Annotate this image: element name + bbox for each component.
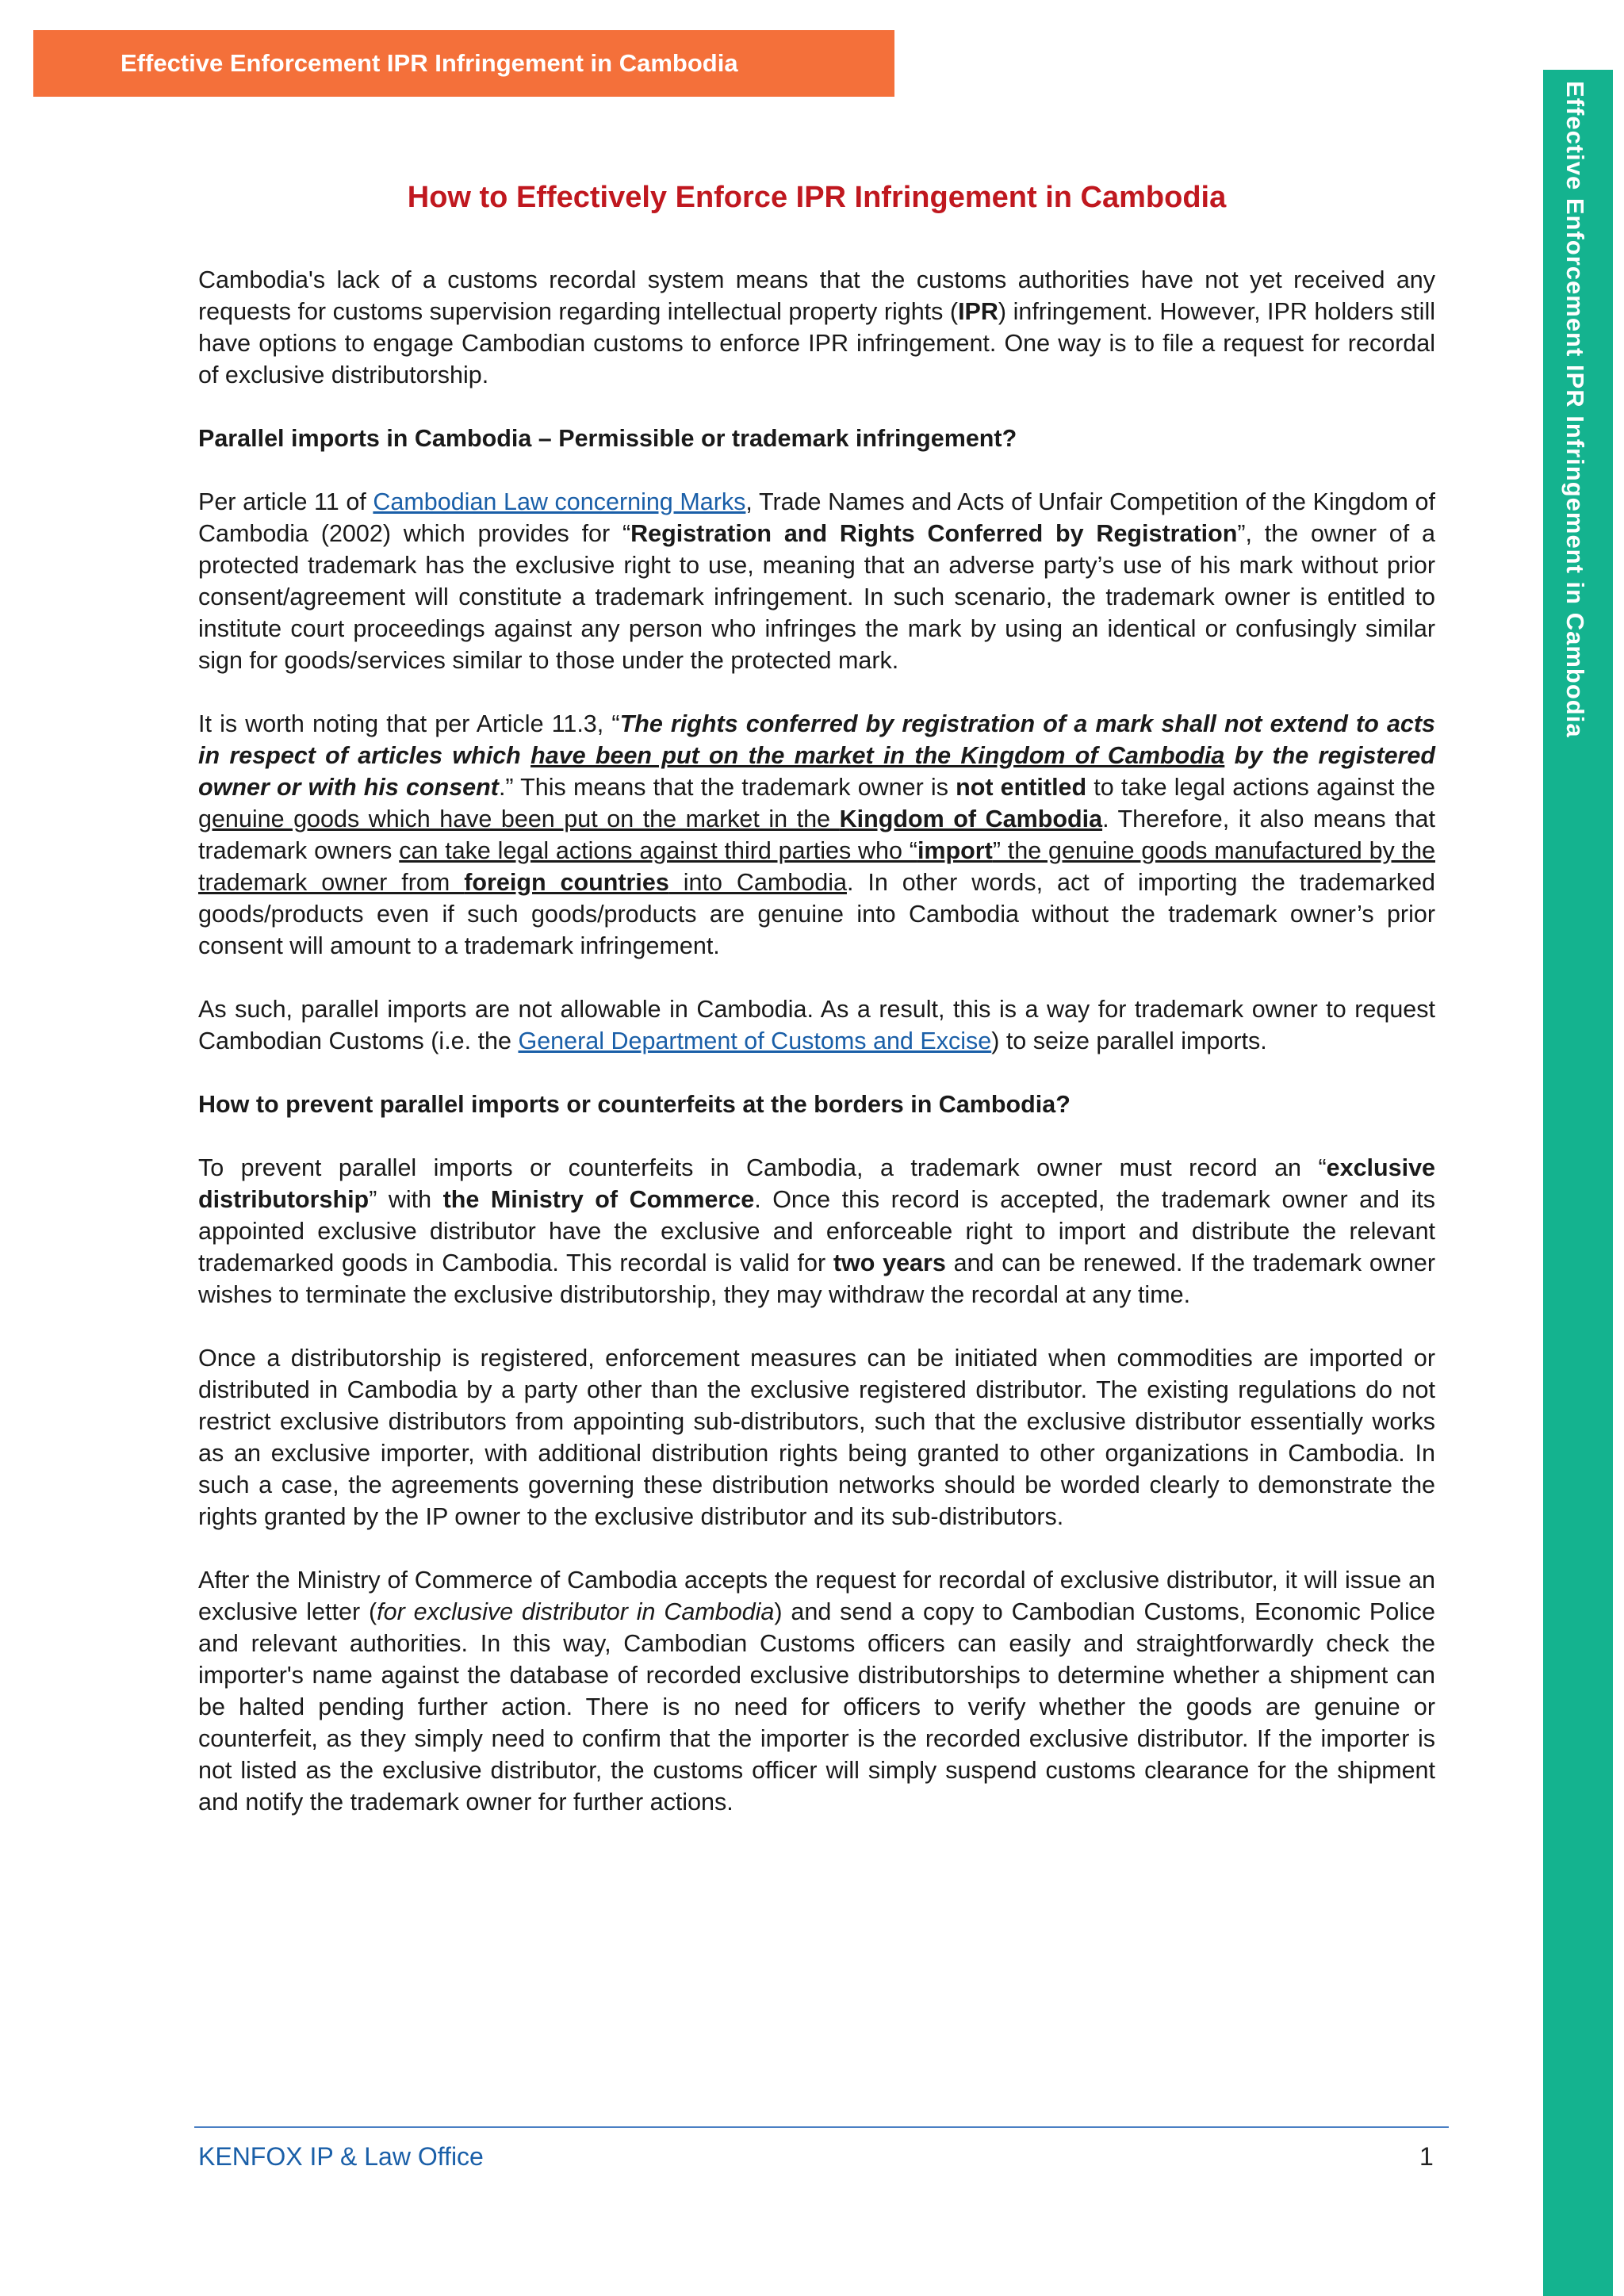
page-title: How to Effectively Enforce IPR Infringement in Cambodia bbox=[407, 181, 1227, 214]
paragraph-enforcement-measures: Once a distributorship is registered, enforcement measures can be initiated when commodities are imported or distributed in Cambodia by a party other than the exclusive registered distributor. The existing regulations do not restrict exclusive distributors from appointing sub-distributors, such that the exclusive distributor essentially works as an exclusive importer, with additional distribution rights being granted to other organizations in Cambodia. In such a case, the agreements governing these distribution networks should be worded clearly to demonstrate the rights granted by the IP owner to the exclusive distributor and its sub-distributors. bbox=[198, 1345, 1435, 1530]
sidebar-label: Effective Enforcement IPR Infringement in Cambodia bbox=[1561, 81, 1589, 738]
paragraph-article-11: Per article 11 of Cambodian Law concerning Marks, Trade Names and Acts of Unfair Competition of the Kingdom of Cambodia (2002) which provides for “Registration and Rights Conferred by Registration”, the owner of a protected trademark has the exclusive right to use, meaning that an adverse party’s use of his mark without prior consent/agreement will constitute a trademark infringement. In such scenario, the trademark owner is entitled to institute court proceedings against any person who infringes the mark by using an identical or confusingly similar sign for goods/services similar to those under the protected mark. bbox=[198, 488, 1435, 674]
paragraph-exclusive-distributorship: To prevent parallel imports or counterfeits in Cambodia, a trademark owner must record an “exclusive distributorship” with the Ministry of Commerce. Once this record is accepted, the trademark owner and its appointed exclusive distributor have the exclusive and enforceable right to import and distribute the relevant trademarked goods in Cambodia. This recordal is valid for two years and can be renewed. If the trademark owner wishes to terminate the exclusive distributorship, they may withdraw the recordal at any time. bbox=[198, 1154, 1435, 1308]
section-heading-prevent-imports: How to prevent parallel imports or counterfeits at the borders in Cambodia? bbox=[198, 1091, 1071, 1118]
page-number: 1 bbox=[1419, 2142, 1434, 2171]
footer-company: KENFOX IP & Law Office bbox=[198, 2142, 484, 2171]
link-cambodian-law-marks[interactable]: Cambodian Law concerning Marks bbox=[373, 488, 746, 515]
section-heading-parallel-imports: Parallel imports in Cambodia – Permissible or trademark infringement? bbox=[198, 425, 1017, 452]
link-customs-department[interactable]: General Department of Customs and Excise bbox=[518, 1027, 992, 1054]
footer-divider bbox=[194, 2126, 1449, 2128]
header-banner: Effective Enforcement IPR Infringement in Cambodia bbox=[33, 30, 894, 97]
paragraph-parallel-imports-not-allowed: As such, parallel imports are not allowable in Cambodia. As a result, this is a way for trademark owner to request Cambodian Customs (i.e. the General Department of Customs and Excise) to seize parallel imports. bbox=[198, 996, 1435, 1054]
paragraph-article-11-3: It is worth noting that per Article 11.3, “The rights conferred by registration of a mark shall not extend to acts in respect of articles which have been put on the market in the Kingdom of Cambodia by the registered owner or with his consent.” This means that the trademark owner is not entitled to take legal actions against the genuine goods which have been put on the market in the Kingdom of Cambodia. Therefore, it also means that trademark owners can take legal actions against third parties who “import” the genuine goods manufactured by the trademark owner from foreign countries into Cambodia. In other words, act of importing the trademarked goods/products even if such goods/products are genuine into Cambodia without the trademark owner’s prior consent will amount to a trademark infringement. bbox=[198, 710, 1436, 959]
document-body bbox=[198, 178, 1435, 1850]
paragraph-intro: Cambodia's lack of a customs recordal system means that the customs authorities have not yet received any requests for customs supervision regarding intellectual property rights (IPR) infringement. However, IPR holders still have options to engage Cambodian customs to enforce IPR infringement. One way is to file a request for recordal of exclusive distributorship. bbox=[198, 266, 1435, 388]
paragraph-ministry-acceptance: After the Ministry of Commerce of Cambodia accepts the request for recordal of exclusive distributor, it will issue an exclusive letter (for exclusive distributor in Cambodia) and send a copy to Cambodian Customs, Economic Police and relevant authorities. In this way, Cambodian Customs officers can easily and straightforwardly check the importer's name against the database of recorded exclusive distributorships to determine whether a shipment can be halted pending further action. There is no need for officers to verify whether the goods are genuine or counterfeit, as they simply need to confirm that the importer is the recorded exclusive distributor. If the importer is not listed as the exclusive distributor, the customs officer will simply suspend customs clearance for the shipment and notify the trademark owner for further actions. bbox=[198, 1567, 1435, 1816]
